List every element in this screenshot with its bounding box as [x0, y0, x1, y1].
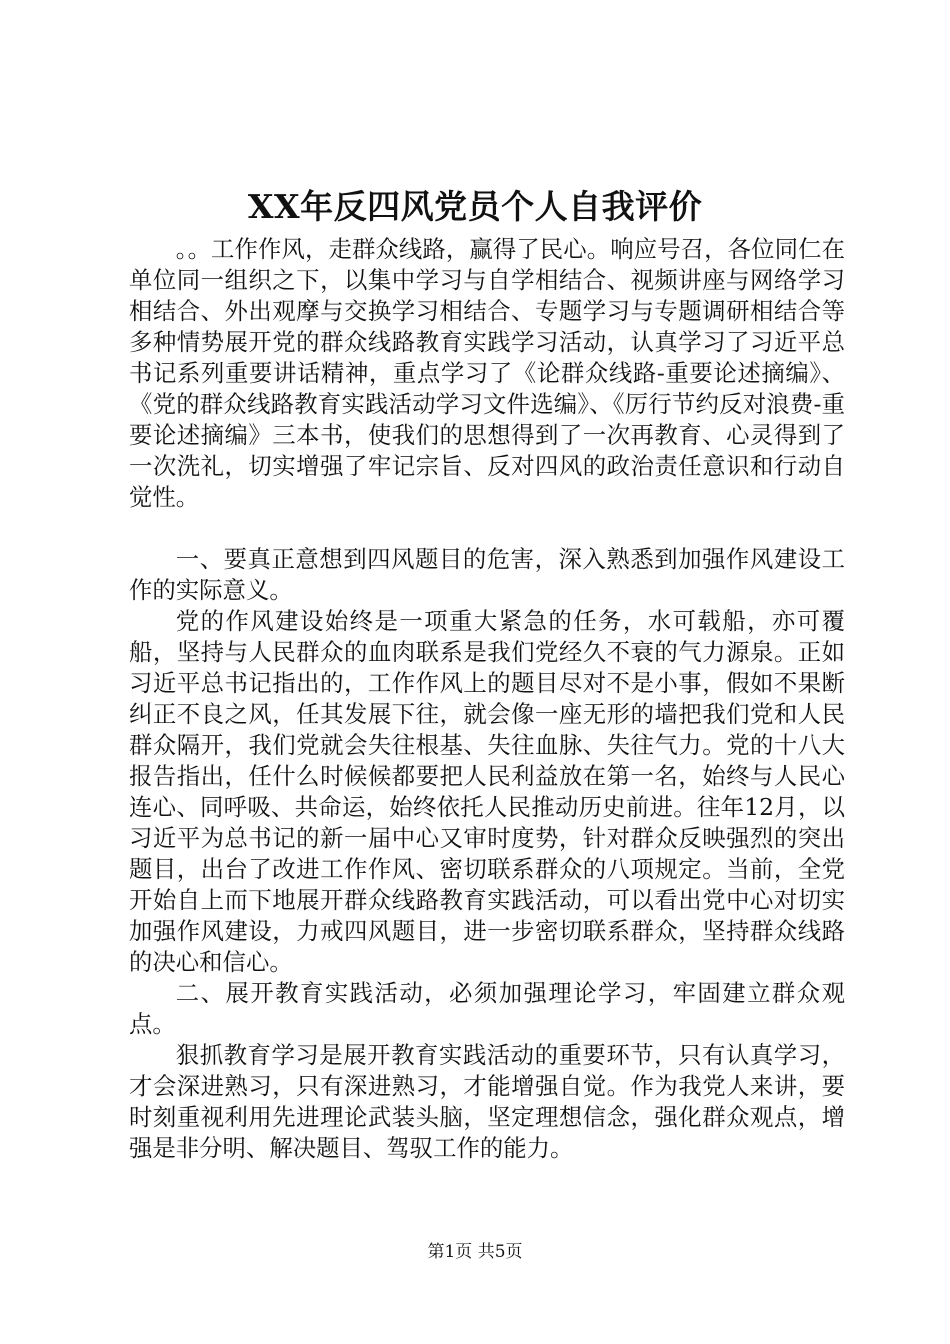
document-title: XX年反四风党员个人自我评价: [247, 187, 703, 226]
page-footer: 第1页 共5页: [427, 1242, 523, 1262]
paragraph-section-2: 狠抓教育学习是展开教育实践活动的重要环节，只有认真学习，才会深进熟习，只有深进熟习，才能增强自觉。作为我党人来讲，要时刻重视利用先进理论武装头脑，坚定理想信念，强化群众观点，增强是非分明、解决题目、驾驭工作的能力。: [129, 1041, 845, 1162]
paragraph-intro: 。。工作作风，走群众线路，赢得了民心。响应号召，各位同仁在单位同一组织之下，以集中学习与自学相结合、视频讲座与网络学习相结合、外出观摩与交换学习相结合、专题学习与专题调研相结合等多种情势展开党的群众线路教育实践学习活动，认真学习了习近平总书记系列重要讲话精神，重点学习了《论群众线路-重要论述摘编》、《党的群众线路教育实践活动学习文件选编》、《厉行节约反对浪费-重要论述摘编》三本书，使我们的思想得到了一次再教育、心灵得到了一次洗礼，切实增强了牢记宗旨、反对四风的政治责任意识和行动自觉性。: [129, 235, 845, 511]
paragraph-section-1: 党的作风建设始终是一项重大紧急的任务，水可载船，亦可覆船，坚持与人民群众的血肉联系是我们党经久不衰的气力源泉。正如习近平总书记指出的，工作作风上的题目尽对不是小事，假如不果断纠正不良之风，任其发展下往，就会像一座无形的墙把我们党和人民群众隔开，我们党就会失往根基、失往血脉、失往气力。党的十八大报告指出，任什么时候候都要把人民利益放在第一名，始终与人民心连心、同呼吸、共命运，始终依托人民推动历史前进。往年12月，以习近平为总书记的新一届中心又审时度势，针对群众反映强烈的突出题目，出台了改进工作作风、密切联系群众的八项规定。当前，全党开始自上而下地展开群众线路教育实践活动，可以看出党中心对切实加强作风建设，力戒四风题目，进一步密切联系群众，坚持群众线路的决心和信心。: [129, 607, 845, 976]
document-body: [129, 234, 845, 1164]
section-heading-2: 二、展开教育实践活动，必须加强理论学习，牢固建立群众观点。: [129, 979, 845, 1038]
section-heading-1: 一、要真正意想到四风题目的危害，深入熟悉到加强作风建设工作的实际意义。: [129, 545, 845, 604]
